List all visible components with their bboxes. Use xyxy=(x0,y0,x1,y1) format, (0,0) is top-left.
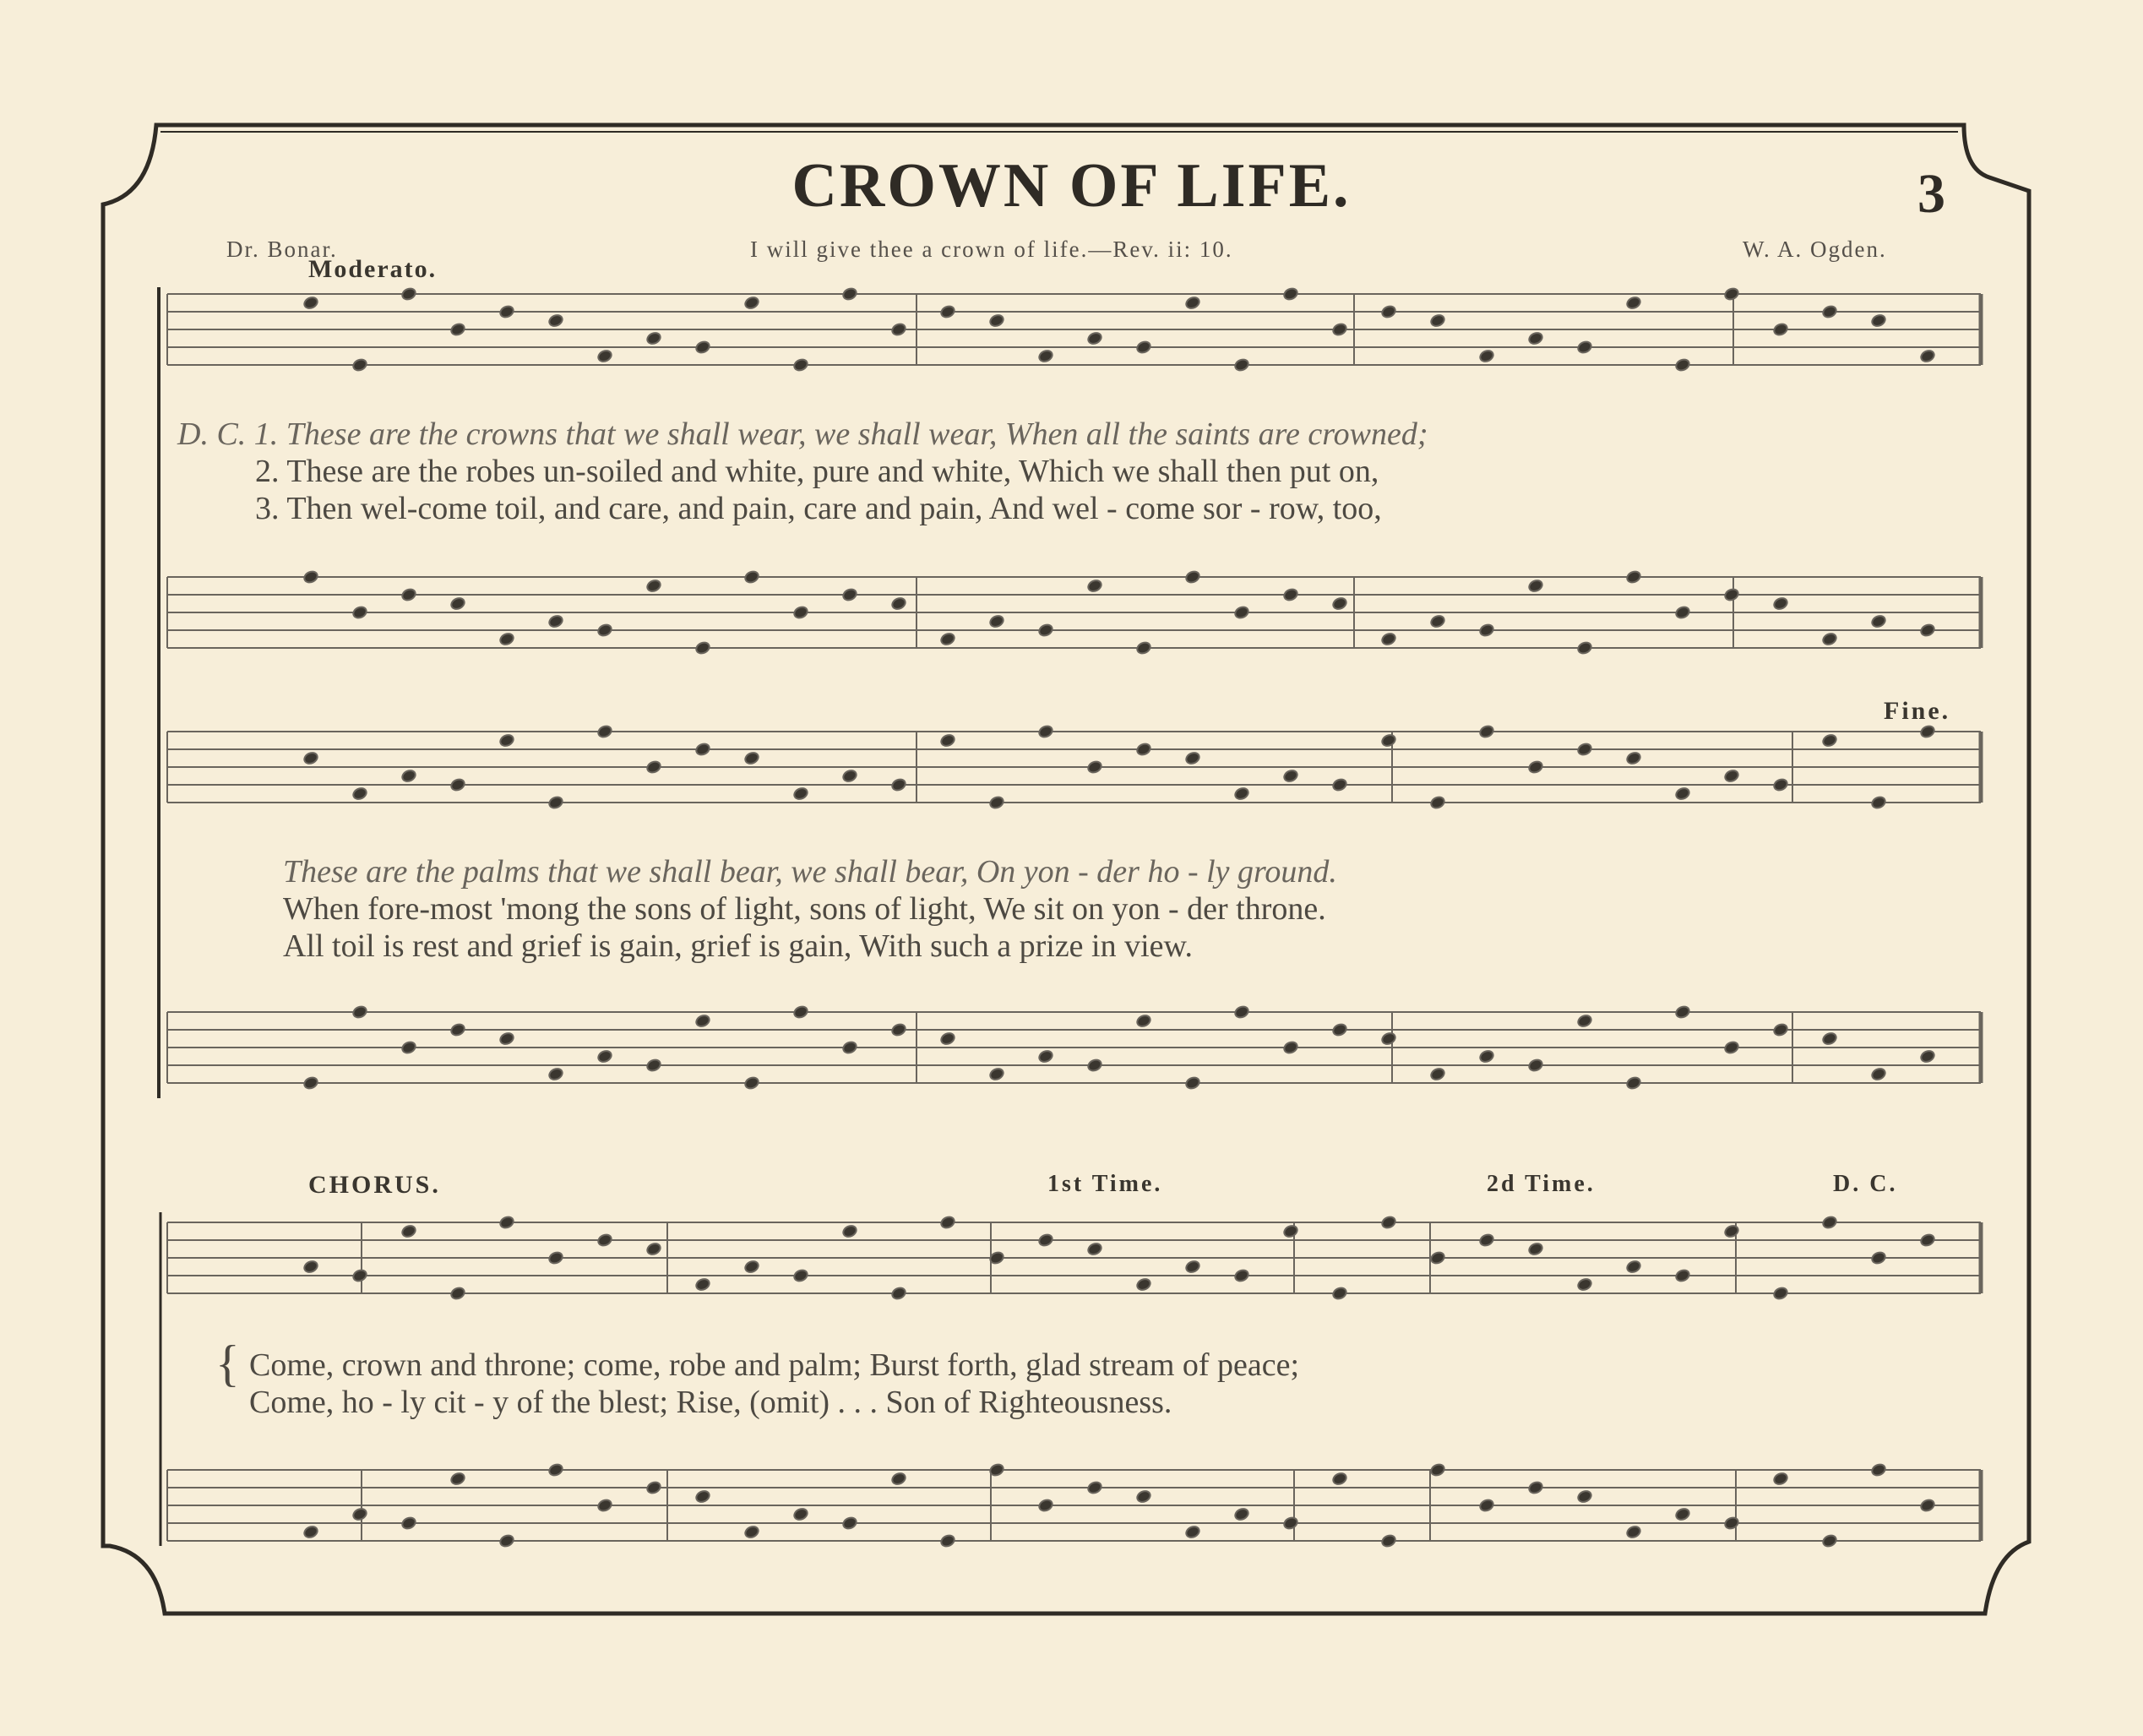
note-head xyxy=(743,751,760,766)
note-head xyxy=(1429,1462,1446,1478)
note-head xyxy=(939,1031,956,1047)
chorus-line-1: Come, crown and throne; come, robe and palm; Burst forth, glad stream of peace; xyxy=(249,1347,1300,1383)
note-head xyxy=(1086,1058,1103,1073)
note-head xyxy=(1527,331,1544,346)
note-head xyxy=(1772,1472,1789,1487)
note-head xyxy=(890,596,907,612)
note-head xyxy=(1282,769,1299,784)
note-head xyxy=(1674,1507,1691,1522)
note-head xyxy=(596,1049,613,1064)
verse-line-1: D. C. 1. These are the crowns that we shall wear, we shall wear, When all the saints are crowned; xyxy=(177,416,1428,452)
note-head xyxy=(939,632,956,647)
note-head xyxy=(302,1075,319,1091)
note-head xyxy=(1674,357,1691,373)
note-head xyxy=(988,614,1005,629)
note-head xyxy=(694,1014,711,1029)
note-head xyxy=(1674,786,1691,802)
note-head xyxy=(1527,1480,1544,1495)
note-head xyxy=(302,1260,319,1275)
treble-staff-1 xyxy=(167,286,1981,373)
note-head xyxy=(1233,786,1250,802)
note-head xyxy=(1429,313,1446,329)
note-head xyxy=(302,1525,319,1540)
note-head xyxy=(1380,632,1397,647)
note-head xyxy=(1870,795,1887,810)
note-head xyxy=(351,1004,368,1020)
note-head xyxy=(841,769,858,784)
note-head xyxy=(547,795,564,810)
note-head xyxy=(1527,579,1544,594)
note-head xyxy=(1625,1075,1642,1091)
verse-line-3: 3. Then wel-come toil, and care, and pain, care and pain, And wel - come sor - row, too, xyxy=(255,491,1382,526)
note-head xyxy=(449,1286,466,1301)
note-head xyxy=(1870,1250,1887,1265)
note-head xyxy=(890,1022,907,1037)
note-head xyxy=(792,357,809,373)
note-head xyxy=(694,340,711,355)
note-head xyxy=(1625,751,1642,766)
note-head xyxy=(596,1498,613,1513)
note-head xyxy=(1821,1533,1838,1548)
note-head xyxy=(743,296,760,311)
note-head xyxy=(939,304,956,319)
note-head xyxy=(1037,1498,1054,1513)
chorus-line-2: Come, ho - ly cit - y of the blest; Rise, (omit) . . . Son of Righteousness. xyxy=(249,1385,1172,1420)
note-head xyxy=(400,587,417,602)
page-number: 3 xyxy=(1917,163,1945,225)
bass-staff-2 xyxy=(167,1004,1981,1091)
note-head xyxy=(1429,1067,1446,1082)
note-head xyxy=(890,322,907,337)
scripture-reference: I will give thee a crown of life.—Rev. ii: 10. xyxy=(750,237,1233,262)
note-head xyxy=(449,1472,466,1487)
song-title: CROWN OF LIFE. xyxy=(791,151,1352,220)
note-head xyxy=(351,1268,368,1283)
note-head xyxy=(1037,1049,1054,1064)
note-head xyxy=(1135,640,1152,656)
note-head xyxy=(1576,640,1593,656)
note-head xyxy=(1772,1286,1789,1301)
note-head xyxy=(1380,1215,1397,1230)
note-head xyxy=(1135,1014,1152,1029)
note-head xyxy=(988,313,1005,329)
note-head xyxy=(302,296,319,311)
note-head xyxy=(1772,777,1789,792)
note-head xyxy=(1380,304,1397,319)
note-head xyxy=(1086,579,1103,594)
note-head xyxy=(1625,1525,1642,1540)
verse-cont-line-1: These are the palms that we shall bear, we shall bear, On yon - der ho - ly ground. xyxy=(283,854,1337,890)
note-head xyxy=(1282,286,1299,302)
note-head xyxy=(1331,596,1348,612)
note-head xyxy=(1282,1040,1299,1055)
note-head xyxy=(1429,795,1446,810)
note-head xyxy=(1086,759,1103,775)
note-head xyxy=(498,733,515,748)
note-head xyxy=(400,1040,417,1055)
treble-staff-2 xyxy=(167,724,1981,810)
note-head xyxy=(596,623,613,638)
note-head xyxy=(1282,587,1299,602)
note-head xyxy=(1576,1277,1593,1292)
note-head xyxy=(302,569,319,585)
bass-staff-3 xyxy=(167,1462,1981,1548)
note-head xyxy=(1478,623,1495,638)
note-head xyxy=(498,1533,515,1548)
note-head xyxy=(1331,1286,1348,1301)
note-head xyxy=(1576,340,1593,355)
note-head xyxy=(547,1250,564,1265)
author-credit: Dr. Bonar. xyxy=(226,237,338,262)
note-head xyxy=(1478,1049,1495,1064)
note-head xyxy=(351,357,368,373)
note-head xyxy=(1184,1525,1201,1540)
chorus-brace: { xyxy=(215,1336,240,1391)
note-head xyxy=(1674,605,1691,620)
note-head xyxy=(1821,1215,1838,1230)
note-head xyxy=(1919,724,1936,739)
note-head xyxy=(400,769,417,784)
note-head xyxy=(1086,1242,1103,1257)
chorus-label: CHORUS. xyxy=(308,1171,441,1199)
note-head xyxy=(1331,777,1348,792)
note-head xyxy=(1625,296,1642,311)
note-head xyxy=(1331,322,1348,337)
note-head xyxy=(890,777,907,792)
note-head xyxy=(694,640,711,656)
note-head xyxy=(1478,349,1495,364)
note-head xyxy=(939,1533,956,1548)
verse-line-2: 2. These are the robes un-soiled and white, pure and white, Which we shall then put on, xyxy=(255,454,1379,489)
note-head xyxy=(645,579,662,594)
note-head xyxy=(939,1215,956,1230)
note-head xyxy=(547,1067,564,1082)
note-head xyxy=(1135,742,1152,757)
note-head xyxy=(1870,1067,1887,1082)
note-head xyxy=(694,742,711,757)
note-head xyxy=(1478,1233,1495,1248)
note-head xyxy=(988,1067,1005,1082)
note-head xyxy=(1870,1462,1887,1478)
first-ending-label: 1st Time. xyxy=(1047,1171,1163,1197)
note-head xyxy=(645,1480,662,1495)
note-head xyxy=(743,1260,760,1275)
note-head xyxy=(498,1215,515,1230)
note-head xyxy=(1919,623,1936,638)
note-head xyxy=(1625,1260,1642,1275)
note-head xyxy=(1723,1224,1740,1239)
note-head xyxy=(1723,769,1740,784)
note-head xyxy=(596,724,613,739)
note-head xyxy=(988,795,1005,810)
note-head xyxy=(1135,1277,1152,1292)
note-head xyxy=(841,1516,858,1531)
note-head xyxy=(1821,1031,1838,1047)
note-head xyxy=(1184,296,1201,311)
verse-cont-line-3: All toil is rest and grief is gain, grief is gain, With such a prize in view. xyxy=(283,928,1194,964)
note-head xyxy=(1527,1242,1544,1257)
note-head xyxy=(596,349,613,364)
note-head xyxy=(1037,1233,1054,1248)
note-head xyxy=(1233,357,1250,373)
note-head xyxy=(890,1286,907,1301)
note-head xyxy=(351,1507,368,1522)
note-head xyxy=(645,1058,662,1073)
note-head xyxy=(1233,1004,1250,1020)
note-head xyxy=(1723,587,1740,602)
note-head xyxy=(1331,1472,1348,1487)
note-head xyxy=(1380,1533,1397,1548)
note-head xyxy=(841,286,858,302)
note-head xyxy=(743,1525,760,1540)
note-head xyxy=(1674,1004,1691,1020)
note-head xyxy=(400,1516,417,1531)
note-head xyxy=(1919,1049,1936,1064)
note-head xyxy=(743,1075,760,1091)
note-head xyxy=(1331,1022,1348,1037)
fine-marking: Fine. xyxy=(1884,697,1951,725)
note-head xyxy=(1919,349,1936,364)
note-head xyxy=(1037,623,1054,638)
note-head xyxy=(1723,286,1740,302)
treble-staff-3 xyxy=(167,1215,1981,1301)
note-head xyxy=(1527,1058,1544,1073)
note-head xyxy=(400,1224,417,1239)
note-head xyxy=(792,1268,809,1283)
note-head xyxy=(841,1224,858,1239)
note-head xyxy=(1135,340,1152,355)
note-head xyxy=(792,605,809,620)
note-head xyxy=(1233,605,1250,620)
note-head xyxy=(547,1462,564,1478)
note-head xyxy=(1919,1498,1936,1513)
note-head xyxy=(645,331,662,346)
note-head xyxy=(498,1031,515,1047)
note-head xyxy=(547,313,564,329)
note-head xyxy=(1576,1489,1593,1505)
note-head xyxy=(645,759,662,775)
note-head xyxy=(1233,1507,1250,1522)
note-head xyxy=(1135,1489,1152,1505)
note-head xyxy=(1674,1268,1691,1283)
note-head xyxy=(1772,596,1789,612)
note-head xyxy=(694,1277,711,1292)
bass-staff-1 xyxy=(167,569,1981,656)
note-head xyxy=(596,1233,613,1248)
note-head xyxy=(645,1242,662,1257)
tempo-marking: Moderato. xyxy=(308,255,438,283)
note-head xyxy=(1919,1233,1936,1248)
note-head xyxy=(1772,1022,1789,1037)
note-head xyxy=(841,1040,858,1055)
note-head xyxy=(1184,1075,1201,1091)
note-head xyxy=(1478,724,1495,739)
note-head xyxy=(1870,614,1887,629)
note-head xyxy=(841,587,858,602)
note-head xyxy=(1625,569,1642,585)
note-head xyxy=(1429,1250,1446,1265)
note-head xyxy=(1086,331,1103,346)
note-head xyxy=(1380,733,1397,748)
note-head xyxy=(1576,1014,1593,1029)
note-head xyxy=(1478,1498,1495,1513)
note-head xyxy=(792,1507,809,1522)
dc-marking: D. C. xyxy=(1833,1171,1898,1197)
note-head xyxy=(1233,1268,1250,1283)
note-head xyxy=(792,1004,809,1020)
note-head xyxy=(1821,632,1838,647)
note-head xyxy=(1429,614,1446,629)
note-head xyxy=(1723,1516,1740,1531)
note-head xyxy=(1282,1516,1299,1531)
note-head xyxy=(1184,751,1201,766)
note-head xyxy=(890,1472,907,1487)
note-head xyxy=(1184,1260,1201,1275)
note-head xyxy=(1086,1480,1103,1495)
note-head xyxy=(449,596,466,612)
note-head xyxy=(547,614,564,629)
note-head xyxy=(449,1022,466,1037)
note-head xyxy=(449,777,466,792)
note-head xyxy=(1821,733,1838,748)
note-head xyxy=(351,786,368,802)
note-head xyxy=(498,304,515,319)
note-head xyxy=(1772,322,1789,337)
note-head xyxy=(400,286,417,302)
note-head xyxy=(1723,1040,1740,1055)
note-head xyxy=(1037,349,1054,364)
note-head xyxy=(792,786,809,802)
note-head xyxy=(302,751,319,766)
note-head xyxy=(498,632,515,647)
note-head xyxy=(1821,304,1838,319)
note-head xyxy=(1527,759,1544,775)
note-head xyxy=(939,733,956,748)
note-head xyxy=(1870,313,1887,329)
note-head xyxy=(351,605,368,620)
note-head xyxy=(1037,724,1054,739)
note-head xyxy=(1184,569,1201,585)
second-ending-label: 2d Time. xyxy=(1487,1171,1596,1197)
note-head xyxy=(694,1489,711,1505)
note-head xyxy=(1282,1224,1299,1239)
note-head xyxy=(1576,742,1593,757)
note-head xyxy=(449,322,466,337)
verse-cont-line-2: When fore-most 'mong the sons of light, sons of light, We sit on yon - der throne. xyxy=(283,891,1326,927)
composer-credit: W. A. Ogden. xyxy=(1743,237,1887,262)
note-head xyxy=(743,569,760,585)
note-head xyxy=(1380,1031,1397,1047)
